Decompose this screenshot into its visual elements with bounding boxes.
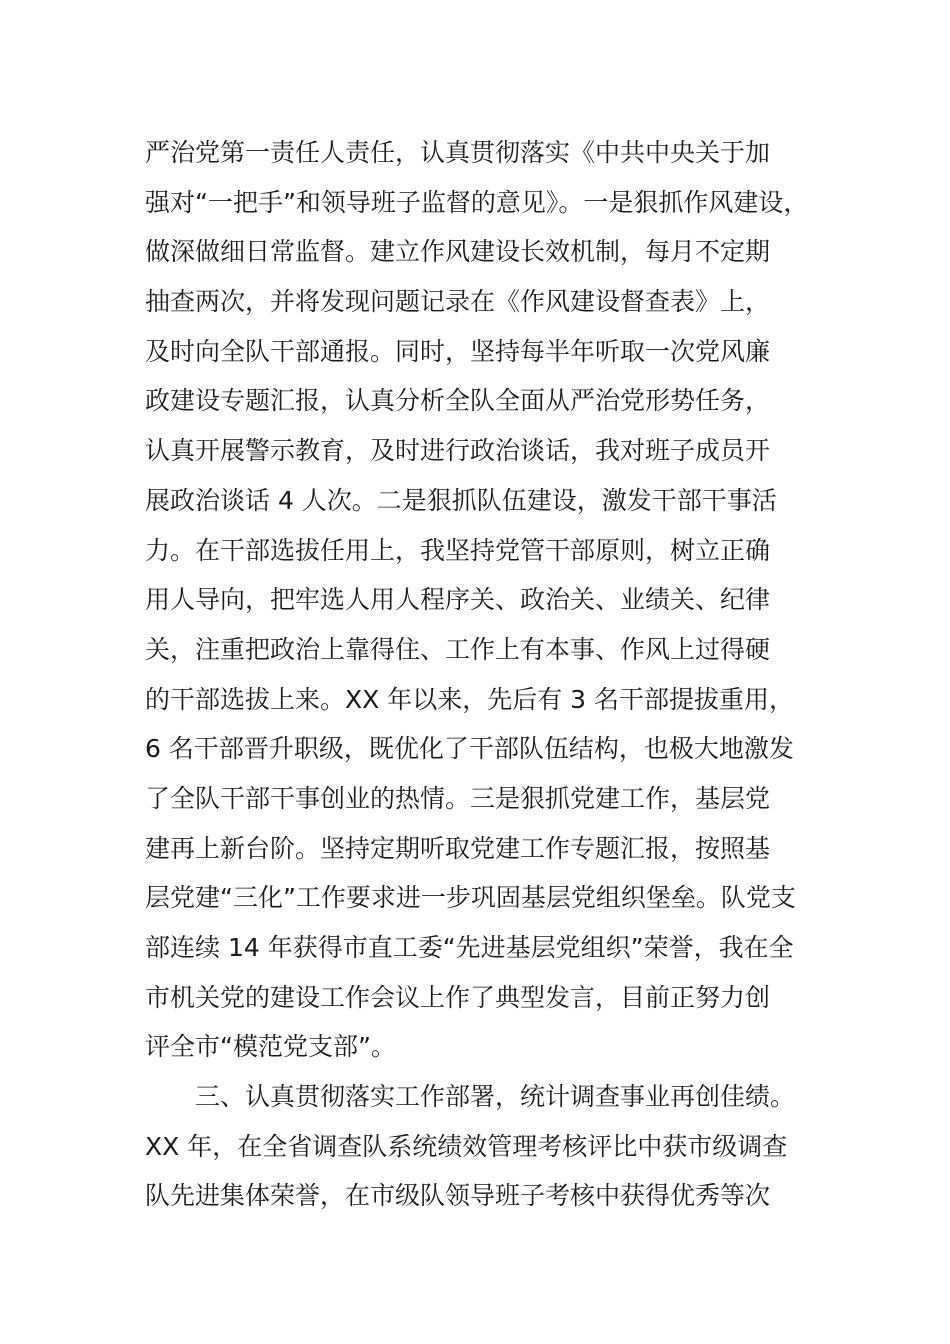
text-line: 做深做细日常监督。建立作风建设长效机制，每月不定期 — [145, 237, 771, 267]
section-heading-line: 三、认真贯彻落实工作部署，统计调查事业再创佳绩。 — [195, 1082, 796, 1112]
text-line: 评全市“模范党支部”。 — [145, 1032, 396, 1062]
document-body — [145, 128, 845, 1221]
text-line: 6 名干部晋升职级，既优化了干部队伍结构，也极大地激发 — [145, 734, 794, 764]
text-line: 力。在干部选拔任用上，我坚持党管干部原则，树立正确 — [145, 535, 771, 565]
text-line: 了全队干部干事创业的热情。三是狠抓党建工作，基层党 — [145, 783, 771, 813]
text-line: 市机关党的建设工作会议上作了典型发言，目前正努力创 — [145, 982, 771, 1012]
text-line: 展政治谈话 4 人次。二是狠抓队伍建设，激发干部干事活 — [145, 485, 777, 515]
text-line: 严治党第一责任人责任，认真贯彻落实《中共中央关于加 — [145, 138, 771, 167]
text-line: 用人导向，把牢选人用人程序关、政治关、业绩关、纪律 — [145, 585, 771, 615]
text-line: 抽查两次，并将发现问题记录在《作风建设督查表》上， — [145, 287, 771, 317]
text-line: 强对“一把手”和领导班子监督的意见》。一是狠抓作风建设， — [145, 187, 809, 217]
text-line: 队先进集体荣誉，在市级队领导班子考核中获得优秀等次 — [145, 1181, 771, 1211]
text-line: 认真开展警示教育，及时进行政治谈话，我对班子成员开 — [145, 436, 771, 466]
text-line: 政建设专题汇报，认真分析全队全面从严治党形势任务， — [145, 386, 771, 416]
text-line: 建再上新台阶。坚持定期听取党建工作专题汇报，按照基 — [145, 833, 771, 863]
text-line: 部连续 14 年获得市直工委“先进基层党组织”荣誉，我在全 — [145, 933, 794, 962]
text-line: 层党建“三化”工作要求进一步巩固基层党组织堡垒。队党支 — [145, 883, 796, 913]
text-line: XX 年，在全省调查队系统绩效管理考核评比中获市级调查 — [145, 1131, 788, 1161]
text-line: 关，注重把政治上靠得住、工作上有本事、作风上过得硬 — [145, 634, 771, 664]
text-line: 的干部选拔上来。XX 年以来，先后有 3 名干部提拔重用， — [145, 684, 795, 714]
text-line: 及时向全队干部通报。同时，坚持每半年听取一次党风廉 — [145, 336, 771, 366]
